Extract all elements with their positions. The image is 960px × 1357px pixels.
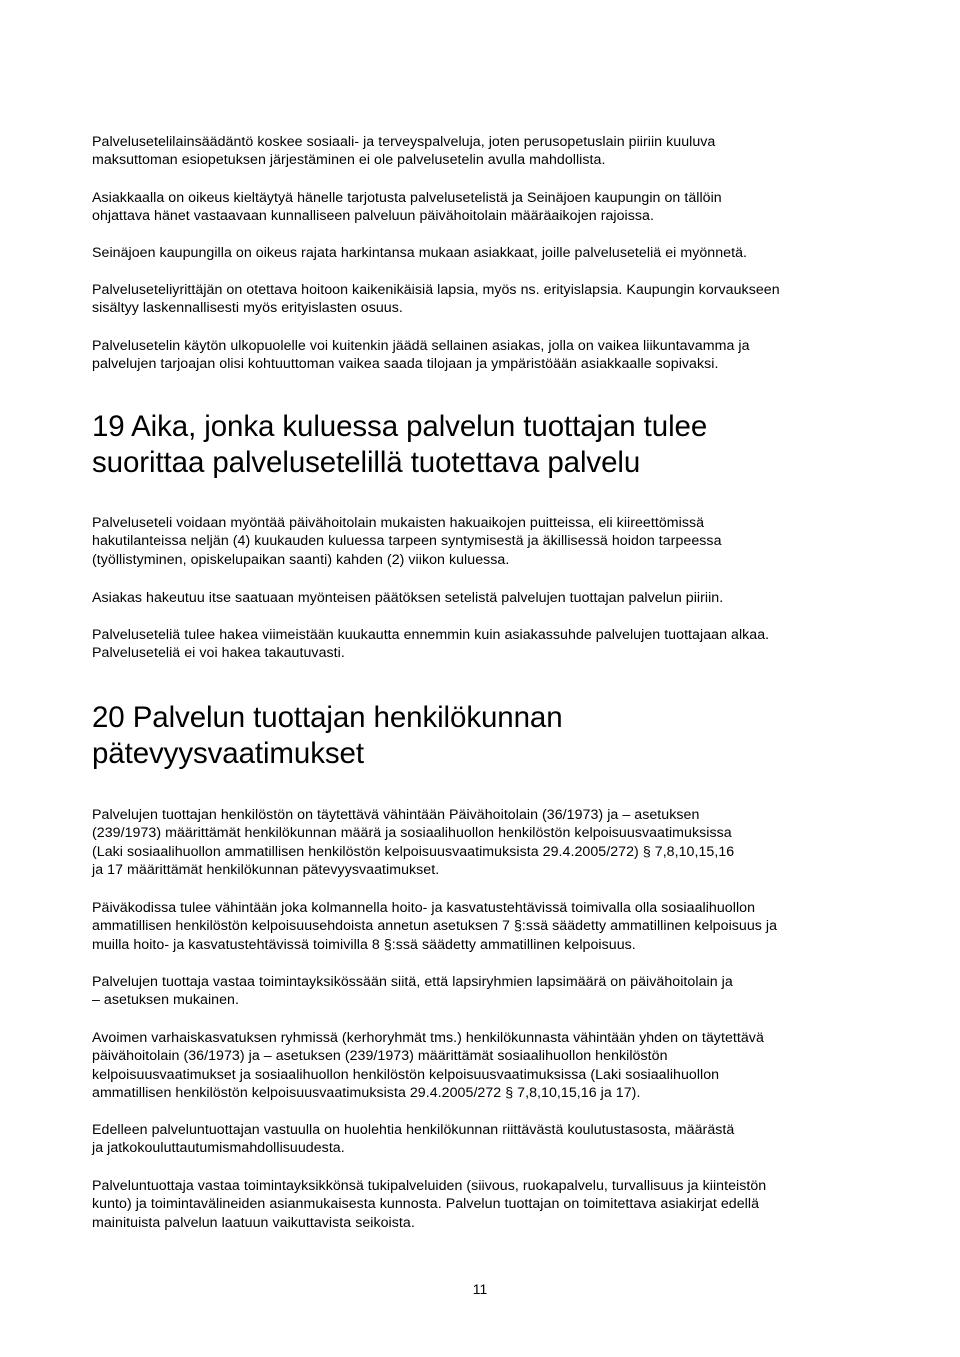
paragraph-right-to-refuse	[92, 189, 882, 226]
paragraph-client-seeks	[92, 589, 882, 607]
paragraph-staff-training	[92, 1121, 882, 1158]
text-line: ja 17 määrittämät henkilökunnan pätevyysvaatimukset.	[92, 862, 440, 879]
text-line: Seinäjoen kaupungilla on oikeus rajata harkintansa mukaan asiakkaat, joille palveluseteliä ei myönnetä.	[92, 245, 748, 261]
text-line: ammatillisen henkilöstön kelpoisuusvaatimuksista 29.4.2005/272 § 7,8,10,15,16 ja 17).	[92, 1085, 641, 1102]
text-line: ohjattava hänet vastaavaan kunnalliseen palveluun päivähoitolain määräaikojen rajoissa.	[92, 208, 654, 225]
text-line: Palvelujen tuottajan henkilöstön on täytettävä vähintään Päivähoitolain (36/1973) ja – asetuksen	[92, 807, 700, 823]
heading-line: suorittaa palvelusetelillä tuotettava palvelu	[92, 445, 641, 479]
text-line: (Laki sosiaalihuollon ammatillisen henkilöstön kelpoisuusvaatimuksista 29.4.2005/272) § 7,8,10,15,16	[92, 843, 735, 860]
text-line: Asiakkaalla on oikeus kieltäytyä hänelle tarjotusta palvelusetelistä ja Seinäjoen kaupungin on tällöin	[92, 190, 722, 206]
paragraph-group-size	[92, 973, 882, 1010]
paragraph-exclusion	[92, 337, 882, 374]
paragraph-staff-requirements	[92, 806, 882, 880]
text-line: palvelujen tarjoajan olisi kohtuuttoman vaikea saada tilojaan ja ympäristöään asiakkaalle sopivaksi.	[92, 356, 719, 373]
section-20-heading	[92, 700, 892, 771]
text-line: Palvelusetelilainsäädäntö koskee sosiaali- ja terveyspalveluja, joten perusopetuslain piiriin kuuluva	[92, 134, 716, 150]
text-line: Palveluseteliä tulee hakea viimeistään kuukautta ennemmin kuin asiakassuhde palvelujen tuottajaan alkaa.	[92, 627, 770, 643]
text-line: hakutilanteissa neljän (4) kuukauden kuluessa tarpeen syntymisestä ja äkillisessä hoidon tarpeessa	[92, 533, 722, 550]
text-line: Edelleen palveluntuottajan vastuulla on huolehtia henkilökunnan riittävästä koulutustasosta, määrästä	[92, 1122, 735, 1138]
text-line: sisältyy laskennallisesti myös erityislasten osuus.	[92, 300, 403, 317]
paragraph-daycare-qualification	[92, 899, 882, 954]
heading-line: pätevyysvaatimukset	[92, 736, 364, 770]
text-line: mainituista palvelun laatuun vaikuttavista seikoista.	[92, 1214, 415, 1231]
paragraph-application-deadline	[92, 626, 882, 663]
paragraph-grant-timing	[92, 514, 882, 569]
text-line: Palvelujen tuottaja vastaa toimintayksikössään siitä, että lapsiryhmien lapsimäärä on päivähoitolain ja	[92, 974, 733, 990]
text-line: (239/1973) määrittämät henkilökunnan määrä ja sosiaalihuollon henkilöstön kelpoisuusvaatimuksissa	[92, 825, 732, 842]
paragraph-city-right	[92, 244, 882, 262]
text-line: kunto) ja toimintavälineiden asianmukaisesta kunnosta. Palvelun tuottajan on toimitettava asiakirjat edellä	[92, 1196, 760, 1213]
text-line: kelpoisuusvaatimukset ja sosiaalihuollon henkilöstön kelpoisuusvaatimuksissa (Laki sosiaalihuollon	[92, 1066, 720, 1083]
text-line: ammatillisen henkilöstön kelpoisuusehdoista annetun asetuksen 7 §:ssä säädetty ammatillinen kelpoisuus ja	[92, 918, 778, 935]
text-line: Palveluseteli voidaan myöntää päivähoitolain mukaisten hakuaikojen puitteissa, eli kiireettömissä	[92, 515, 705, 531]
heading-line: 20 Palvelun tuottajan henkilökunnan	[92, 701, 563, 734]
paragraph-special-children	[92, 281, 882, 318]
text-line: Palvelusetelin käytön ulkopuolelle voi kuitenkin jäädä sellainen asiakas, jolla on vaikea liikuntavamma ja	[92, 338, 750, 354]
page-number: 11	[472, 1281, 488, 1297]
heading-line: 19 Aika, jonka kuluessa palvelun tuottajan tulee	[92, 410, 708, 443]
text-line: Palveluntuottaja vastaa toimintayksikkönsä tukipalveluiden (siivous, ruokapalvelu, turvallisuus ja kiinteistön	[92, 1178, 767, 1194]
paragraph-open-early-education	[92, 1029, 882, 1103]
text-line: – asetuksen mukainen.	[92, 992, 239, 1009]
paragraph-voucher-legislation	[92, 133, 882, 170]
text-line: Palveluseteliyrittäjän on otettava hoitoon kaikenikäisiä lapsia, myös ns. erityislapsia. Kaupungin korvaukseen	[92, 282, 780, 298]
text-line: muilla hoito- ja kasvatustehtävissä toimivilla 8 §:ssä säädetty ammatillinen kelpoisuus.	[92, 936, 636, 953]
text-line: Päiväkodissa tulee vähintään joka kolmannella hoito- ja kasvatustehtävissä toimivalla olla sosiaalihuollon	[92, 900, 756, 916]
text-line: (työllistyminen, opiskelupaikan saanti) kahden (2) viikon kuluessa.	[92, 551, 510, 568]
text-line: Asiakas hakeutuu itse saatuaan myönteisen päätöksen setelistä palvelujen tuottajan palvelun piiriin.	[92, 590, 724, 606]
text-line: Avoimen varhaiskasvatuksen ryhmissä (kerhoryhmät tms.) henkilökunnasta vähintään yhden on täytettävä	[92, 1030, 764, 1046]
text-line: Palveluseteliä ei voi hakea takautuvasti.	[92, 645, 345, 662]
text-line: ja jatkokouluttautumismahdollisuudesta.	[92, 1140, 345, 1157]
text-line: maksuttoman esiopetuksen järjestäminen ei ole palvelusetelin avulla mahdollista.	[92, 152, 606, 169]
paragraph-support-services	[92, 1177, 882, 1232]
text-line: päivähoitolain (36/1973) ja – asetuksen (239/1973) määrittämät sosiaalihuollon henkilöstön	[92, 1048, 668, 1065]
section-19-heading	[92, 409, 892, 480]
